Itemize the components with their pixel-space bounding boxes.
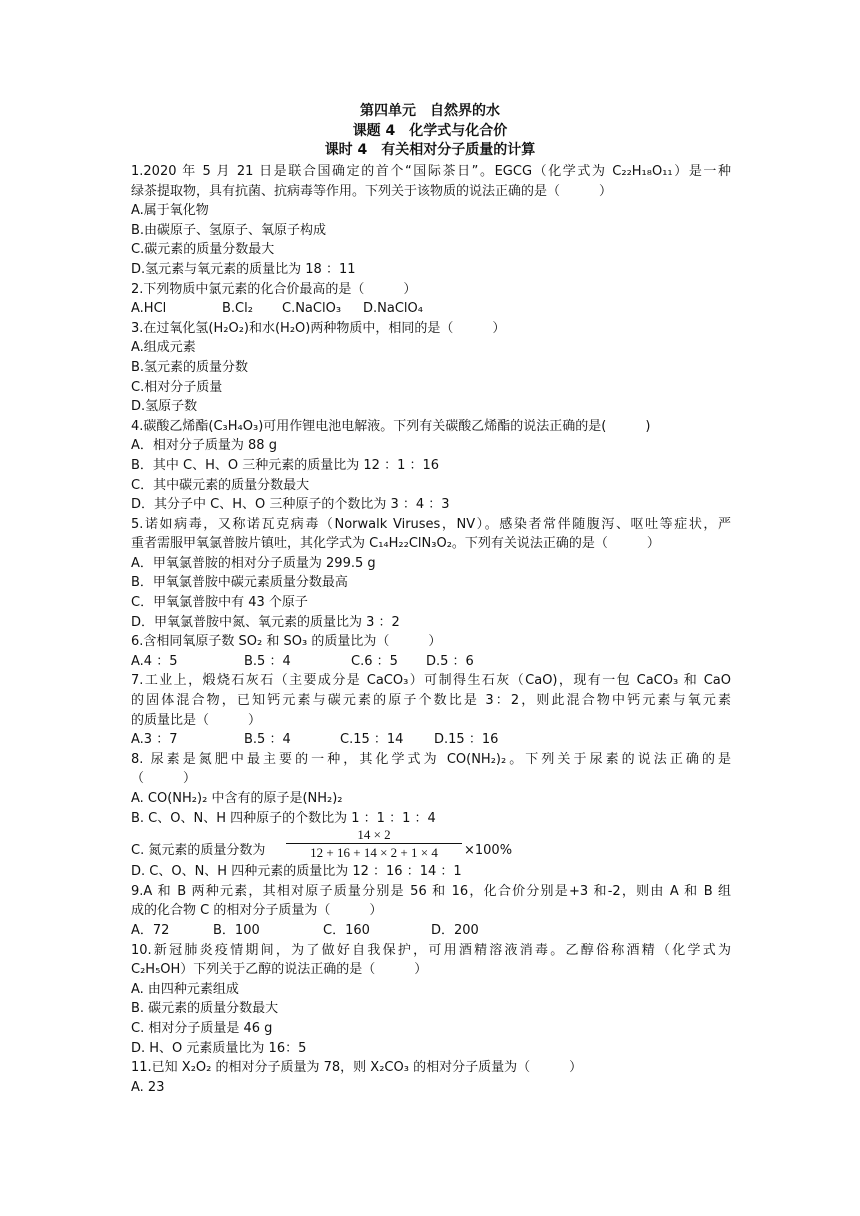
option-a: A.组成元素	[131, 340, 196, 356]
question-4	[131, 417, 731, 515]
option-row	[131, 730, 731, 750]
question-stem: C₂H₅OH）下列关于乙醇的说法正确的是（ ）	[131, 962, 428, 978]
lesson-title: 课题 4 化学式与化合价	[352, 122, 508, 139]
unit-title: 第四单元 自然界的水	[360, 103, 500, 119]
option-d: D. H、O 元素质量比为 16：5	[131, 1040, 307, 1056]
option-d: D．甲氧氯普胺中氮、氧元素的质量比为 3 ：2	[131, 614, 400, 630]
option-row	[131, 299, 731, 319]
question-stem: 11.已知 X₂O₂ 的相对分子质量为 78，则 X₂CO₃ 的相对分子质量为（ ）	[131, 1060, 583, 1076]
question-5	[131, 515, 731, 633]
question-6	[131, 632, 731, 671]
option-b: B. 碳元素的质量分数最大	[131, 1001, 279, 1017]
question-stem: 9.A 和 B 两种元素，其相对原子质量分别是 56 和 16，化合价分别是+3 和-2，则由 A 和 B 组	[131, 883, 731, 899]
option-d: D．200	[431, 922, 479, 938]
option-b: B.5 ：4	[244, 732, 291, 748]
option-b: B．甲氧氯普胺中碳元素质量分数最高	[131, 575, 348, 591]
question-stem: 1.2020 年 5 月 21 日是联合国确定的首个“国际茶日”。EGCG（化学式为 C₂₂H₁₈O₁₁）是一种	[131, 164, 731, 179]
question-stem: 重者需服甲氧氯普胺片镇吐，其化学式为 C₁₄H₂₂ClN₃O₂。下列有关说法正确的是（ ）	[131, 536, 660, 552]
option-a: A.HCl	[131, 301, 167, 317]
question-stem: 10.新冠肺炎疫情期间，为了做好自我保护，可用酒精溶液消毒。乙醇俗称酒精（化学式为	[131, 942, 731, 958]
fraction-suffix: ×100%	[464, 843, 513, 859]
option-c: C.相对分子质量	[131, 379, 223, 395]
question-9	[131, 882, 731, 941]
question-1	[131, 162, 731, 280]
question-stem: 的质量比是（ ）	[131, 712, 262, 728]
option-b: B.Cl₂	[222, 301, 253, 317]
question-11	[131, 1058, 731, 1097]
option-b: B. C、O、N、H 四种原子的个数比为 1 ：1 ：1 ：4	[131, 810, 436, 826]
option-c: C．甲氧氯普胺中有 43 个原子	[131, 595, 308, 611]
option-c: C. 相对分子质量是 46 g	[131, 1020, 273, 1036]
option-a: A．72	[131, 922, 170, 938]
option-b: B.5 ：4	[244, 653, 291, 669]
option-a: A. CO(NH₂)₂ 中含有的原子是(NH₂)₂	[131, 791, 343, 806]
question-stem: 2.下列物质中氯元素的化合价最高的是（ ）	[131, 281, 417, 297]
option-d: D.15 ：16	[434, 732, 499, 748]
fraction-numerator: 14 × 2	[357, 827, 391, 843]
option-d: D.NaClO₄	[363, 301, 423, 317]
option-a: A. 由四种元素组成	[131, 981, 239, 997]
question-2	[131, 280, 731, 319]
period-title: 课时 4 有关相对分子质量的计算	[324, 142, 536, 158]
option-b: B.氢元素的质量分数	[131, 359, 249, 375]
question-stem: 绿茶提取物，具有抗菌、抗病毒等作用。下列关于该物质的说法正确的是（ ）	[131, 183, 613, 199]
option-d: D.氢元素与氧元素的质量比为 18 ：11	[131, 261, 356, 277]
option-a: A. 23	[131, 1079, 165, 1095]
mass-fraction-formula	[286, 828, 462, 860]
option-d: D.5 ：6	[426, 653, 474, 669]
option-c: C.碳元素的质量分数最大	[131, 242, 275, 258]
question-3	[131, 319, 731, 417]
option-a: A.4 ：5	[131, 653, 178, 669]
option-c: C.15 ：14	[340, 732, 404, 748]
question-stem: （ ）	[131, 771, 197, 787]
fraction-denominator: 12 + 16 + 14 × 2 + 1 × 4	[310, 845, 438, 861]
option-d: D．其分子中 C、H、O 三种原子的个数比为 3 ：4 ：3	[131, 497, 450, 513]
title-block	[0, 102, 860, 161]
question-stem: 的固体混合物，已知钙元素与碳元素的原子个数比是 3：2，则此混合物中钙元素与氧元素	[131, 693, 731, 709]
option-c: C.6 ：5	[351, 653, 398, 669]
option-b: B．其中 C、H、O 三种元素的质量比为 12 ：1 ：16	[131, 457, 440, 473]
option-c: C．其中碳元素的质量分数最大	[131, 477, 310, 493]
option-c: C.NaClO₃	[282, 301, 342, 317]
option-c	[131, 828, 731, 862]
question-stem: 4.碳酸乙烯酯(C₃H₄O₃)可用作锂电池电解液。下列有关碳酸乙烯酯的说法正确的是( )	[131, 418, 651, 434]
option-c-label: C. 氮元素的质量分数为	[131, 843, 266, 859]
question-stem: 5.诺如病毒，又称诺瓦克病毒（Norwalk Viruses，NV）。感染者常伴随腹泻、呕吐等症状，严	[131, 516, 731, 532]
question-stem: 6.含相同氧原子数 SO₂ 和 SO₃ 的质量比为（ ）	[131, 634, 442, 650]
option-a: A.3 ：7	[131, 732, 178, 748]
option-c: C．160	[323, 922, 370, 938]
option-a: A.属于氧化物	[131, 203, 209, 219]
question-10	[131, 941, 731, 1059]
question-stem: 3.在过氧化氢(H₂O₂)和水(H₂O)两种物质中，相同的是（ ）	[131, 320, 506, 336]
question-stem: 成的化合物 C 的相对分子质量为（ ）	[131, 903, 383, 919]
question-stem: 8. 尿素是氮肥中最主要的一种，其化学式为 CO(NH₂)₂。下列关于尿素的说法正确的是	[131, 751, 731, 767]
option-row	[131, 652, 731, 672]
option-d: D. C、O、N、H 四种元素的质量比为 12 ：16 ：14 ：1	[131, 864, 462, 880]
option-a: A．甲氧氯普胺的相对分子质量为 299.5 g	[131, 555, 376, 571]
question-stem: 7.工业上，煅烧石灰石（主要成分是 CaCO₃）可制得生石灰（CaO)，现有一包 CaCO₃ 和 CaO	[131, 673, 731, 689]
option-a: A．相对分子质量为 88 g	[131, 438, 277, 454]
option-b: B.由碳原子、氢原子、氧原子构成	[131, 222, 327, 238]
option-b: B．100	[213, 922, 260, 938]
question-8	[131, 750, 731, 882]
option-d: D.氢原子数	[131, 399, 198, 415]
fraction-bar	[286, 843, 462, 844]
question-7	[131, 671, 731, 749]
question-list	[131, 162, 731, 1097]
option-row	[131, 921, 731, 941]
